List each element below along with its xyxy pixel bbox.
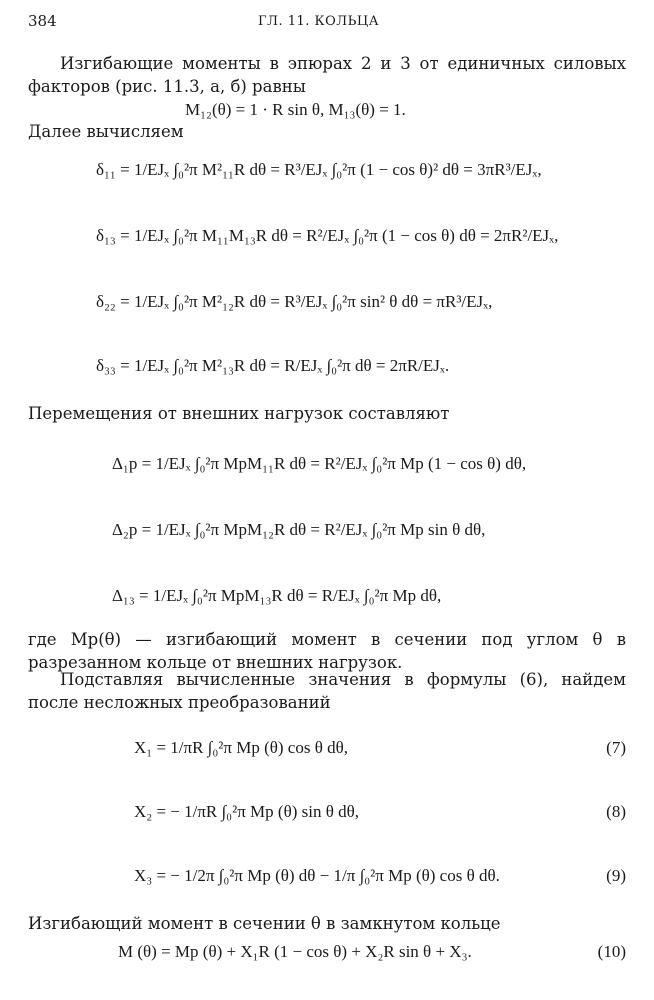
- equation-final-moment: M (θ) = Mp (θ) + X₁R (1 − cos θ) + X₂R sin θ + X₃.: [118, 942, 472, 961]
- equation-number-10: (10): [597, 942, 626, 961]
- paragraph-where-mp: где Mp(θ) — изгибающий момент в сечении под углом θ в разрезанном кольце от внешних нагрузок.: [28, 630, 626, 672]
- equation-delta-13: δ₁₃ = 1/EJₓ ∫₀²π M₁₁M₁₃R dθ = R²/EJₓ ∫₀²π (1 − cos θ) dθ = 2πR²/EJₓ,: [96, 226, 559, 245]
- paragraph-substituting: Подставляя вычисленные значения в формулы (6), найдем после несложных преобразований: [28, 670, 626, 712]
- paragraph-moments: Изгибающие моменты в эпюрах 2 и 3 от единичных силовых факторов (рис. 11.3, а, б) равны: [28, 54, 626, 96]
- equation-delta-1p: Δ₁p = 1/EJₓ ∫₀²π MpM₁₁R dθ = R²/EJₓ ∫₀²π Mp (1 − cos θ) dθ,: [112, 454, 527, 473]
- equation-x3: X₃ = − 1/2π ∫₀²π Mp (θ) dθ − 1/π ∫₀²π Mp (θ) cos θ dθ.: [134, 866, 500, 885]
- equation-number-9: (9): [606, 866, 626, 885]
- text-further: Далее вычисляем: [28, 122, 184, 141]
- page-number: 384: [28, 12, 57, 30]
- chapter-title: ГЛ. 11. КОЛЬЦА: [258, 14, 380, 29]
- equation-number-8: (8): [606, 802, 626, 821]
- equation-x2: X₂ = − 1/πR ∫₀²π Mp (θ) sin θ dθ,: [134, 802, 359, 821]
- equation-number-7: (7): [606, 738, 626, 757]
- equation-delta-22: δ₂₂ = 1/EJₓ ∫₀²π M²₁₂R dθ = R³/EJₓ ∫₀²π sin² θ dθ = πR³/EJₓ,: [96, 292, 493, 311]
- equation-x1: X₁ = 1/πR ∫₀²π Mp (θ) cos θ dθ,: [134, 738, 348, 757]
- equation-delta-13-load: Δ₁₃ = 1/EJₓ ∫₀²π MpM₁₃R dθ = R/EJₓ ∫₀²π Mp dθ,: [112, 586, 442, 605]
- equation-delta-33: δ₃₃ = 1/EJₓ ∫₀²π M²₁₃R dθ = R/EJₓ ∫₀²π dθ = 2πR/EJₓ.: [96, 356, 450, 375]
- paragraph-displacements: Перемещения от внешних нагрузок составляют: [28, 404, 450, 423]
- paragraph-bending-moment: Изгибающий момент в сечении θ в замкнутом кольце: [28, 914, 501, 933]
- equation-delta-11: δ₁₁ = 1/EJₓ ∫₀²π M²₁₁R dθ = R³/EJₓ ∫₀²π (1 − cos θ)² dθ = 3πR³/EJₓ,: [96, 160, 542, 179]
- equation-delta-2p: Δ₂p = 1/EJₓ ∫₀²π MpM₁₂R dθ = R²/EJₓ ∫₀²π Mp sin θ dθ,: [112, 520, 486, 539]
- equation-m12-m13: M₁₂(θ) = 1 · R sin θ, M₁₃(θ) = 1.: [185, 100, 406, 119]
